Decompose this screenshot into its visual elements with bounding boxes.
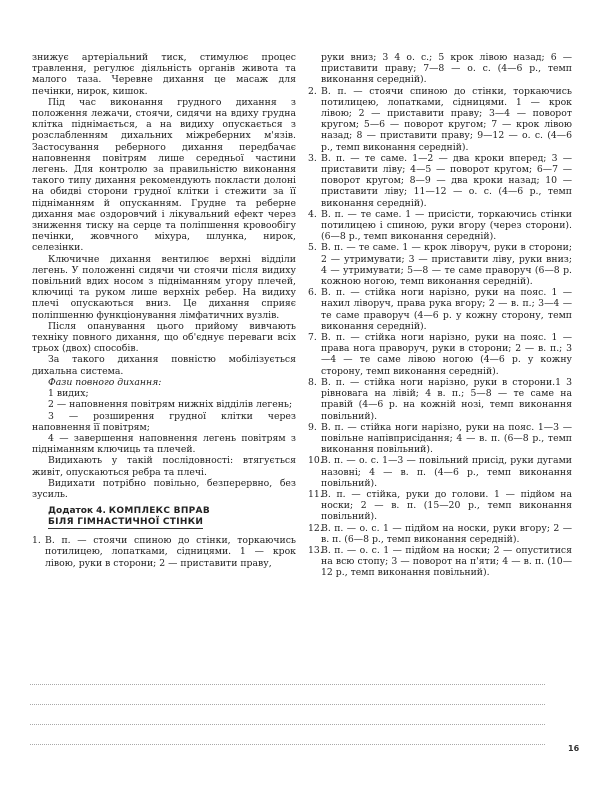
- exercise-item: [32, 535, 296, 569]
- paragraph: Після опанування цього прийому вивчають техніку повного дихання, що об'єднує переваги всіх трьох (двох) способів.: [32, 320, 296, 355]
- appendix-title: КОМПЛЕКС ВПРАВ: [108, 506, 210, 517]
- exercise-continuation: руки вниз; 3 4 о. с.; 5 крок лівою назад; 6 — приставити праву; 7—8 — о. с. (4—6 р., темп виконання середній).: [321, 52, 572, 86]
- exercise-item: [308, 422, 572, 456]
- phase-item: 1 видих;: [48, 388, 89, 400]
- exercise-text: В. п. — те саме. 1 — присісти, торкаючись стінки потилицею і спиною, руки вгору (через сторони). (6—8 р., темп виконання середній).: [321, 208, 572, 243]
- exercise-item: [308, 523, 572, 545]
- appendix-subtitle: БІЛЯ ГІМНАСТИЧНОЇ СТІНКИ: [48, 517, 204, 528]
- note-line[interactable]: [30, 665, 545, 685]
- exercise-item: [308, 153, 572, 209]
- phase-item: 3 — розширення грудної клітки через наповнення її повітрям;: [32, 410, 296, 433]
- paragraph: За такого дихання повністю мобілізується дихальна система.: [32, 354, 296, 377]
- exercise-number: 10.: [308, 455, 323, 467]
- exercise-number: 2.: [308, 85, 317, 97]
- phase-item: 4 — завершення наповнення легень повітрям з підніманням ключиць та плечей.: [32, 432, 296, 456]
- exercise-item: [308, 209, 572, 243]
- exercise-item: [308, 545, 572, 579]
- exercise-number: 7.: [308, 332, 317, 344]
- exercise-text: В. п. — те саме. 1—2 — два кроки вперед; 3 — приставити ліву; 4—5 — поворот кругом; 6—7 — поворот кругом; 8—9 — два кроки назад; 10 — приставити ліву; 11—12 — о. с. (4—6 р., темп виконання середній).: [321, 152, 572, 209]
- paragraph: Під час виконання грудного дихання з положення лежачи, стоячи, сидячи на вдиху грудна клітка піднімається, а на видиху опускається з розслабленням дихальних міжреберних м'язів. Застосування реберного дихання передбачає наповнення повітрям лише середньої частини легень. Для контролю за правильністю виконання такого типу дихання рекомендують покласти долоні на обидві сторони грудної клітки і стежити за її підніманням й опусканням. Грудне та реберне дихання має оздоровчий і лікувальний ефект через зниження тиску на серце та поліпшення кровообігу печінки, жовчного міхура, шлунка, нирок, селезінки.: [32, 96, 296, 254]
- exercise-number: 8.: [308, 376, 317, 388]
- exercise-item: [308, 377, 572, 422]
- exercise-text: В. п. — те саме. 1 — крок ліворуч, руки в сторони; 2 — утримувати; 3 — приставити ліву, руки вниз; 4 — утримувати; 5—8 — те саме праворуч (6—8 р. кожною ногою, темп виконання середній).: [321, 242, 572, 288]
- exercise-item: [308, 455, 572, 489]
- exercise-number: 4.: [308, 208, 317, 220]
- notes-area[interactable]: [30, 665, 545, 755]
- exercise-item: [308, 86, 572, 153]
- phase-item: 2 — наповнення повітрям нижніх відділів легень;: [48, 399, 293, 411]
- exercise-text: В. п. — стоячи спиною до стінки, торкаючись потилицею, лопатками, сідницями. 1 — крок лівою; 2 — приставити праву; 3—4 — поворот кругом; 5—6 — поворот кругом; 7 — крок лівою назад; 8 — приставити праву; 9—12 — о. с. (4—6 р., темп виконання середній).: [321, 85, 572, 153]
- paragraph: Видихати потрібно повільно, безперервно, без зусиль.: [32, 477, 296, 500]
- exercise-number: 13.: [308, 544, 323, 556]
- exercise-number: 5.: [308, 242, 317, 254]
- exercise-text: В. п. — стійка ноги нарізно, руки на пояс. 1 — права нога праворуч, руки в сторони; 2 — в. п.; 3—4 — те саме лівою ногою (4—6 р. у кожну сторону, темп виконання середній).: [321, 332, 572, 377]
- appendix-number: Додаток 4.: [48, 506, 106, 517]
- appendix-heading: [32, 506, 296, 529]
- exercise-number: 3.: [308, 152, 317, 164]
- page-number: 16: [568, 744, 580, 753]
- exercise-text: В. п. — о. с. 1 — підйом на носки, руки вгору; 2 — в. п. (6—8 р., темп виконання середній).: [321, 522, 572, 545]
- exercise-number: 9.: [308, 421, 317, 433]
- exercise-number: 11.: [308, 488, 323, 500]
- exercise-item: [308, 242, 572, 287]
- exercise-text: В. п. — стійка ноги нарізно, руки на пояс. 1—3 — повільне напівприсідання; 4 — в. п. (6—8 р., темп виконання повільний).: [321, 421, 572, 456]
- right-column: [308, 52, 572, 579]
- exercise-text: В. п. — стійка ноги нарізно, руки на пояс. 1 — нахил ліворуч, права рука вгору; 2 — в. п.; 3—4 — те саме праворуч (4—6 р. у кожну сторону, темп виконання середній).: [321, 287, 572, 332]
- phases-title: Фази повного дихання:: [48, 376, 162, 388]
- exercise-text: В. п. — о. с. 1—3 — повільний присід, руки дугами назовні; 4 — в. п. (4—6 р., темп виконання повільний).: [321, 455, 572, 489]
- exercise-item: [308, 332, 572, 377]
- note-line[interactable]: [30, 685, 545, 705]
- exercise-item: [308, 489, 572, 523]
- paragraph: знижує артеріальний тиск, стимулює процес травлення, регулює діяльність органів живота та малого таза. Черевне дихання це масаж для печінки, нирок, кишок.: [32, 52, 296, 97]
- exercise-number: 12.: [308, 522, 323, 534]
- exercise-text: В. п. — о. с. 1 — підйом на носки; 2 — опуститися на всю стопу; 3 — поворот на п'яти; 4 — в. п. (10—12 р., темп виконання повільний).: [321, 544, 572, 579]
- left-column: [32, 52, 296, 569]
- paragraph: Ключичне дихання вентилює верхні відділи легень. У положенні сидячи чи стоячи після видиху повільний вдих носом з підніманням угору плечей, ключиці та руком лише верхніх ребер. На видиху плечі опускаються вниз. Це дихання сприяє поліпшенню функціонування лімфатичних вузлів.: [32, 253, 296, 321]
- exercise-list: [308, 86, 572, 579]
- exercise-text: В. п. — стійка ноги нарізно, руки в сторони.1 3 рівновага на лівій; 4 в. п.; 5—8 — те саме на правій (4—6 р. на кожній нозі, темп виконання повільний).: [321, 376, 572, 422]
- exercise-text: В. п. — стоячи спиною до стінки, торкаючись потилицею, лопатками, сідницями. 1 — крок лівою, руки в сторони; 2 — приставити праву,: [45, 535, 296, 569]
- exercise-item: [308, 287, 572, 332]
- exercise-number: 6.: [308, 287, 317, 299]
- exercise-text: В. п. — стійка, руки до голови. 1 — підйом на носки; 2 — в. п. (15—20 р., темп виконання повільний).: [321, 488, 572, 523]
- exercise-list: [32, 535, 296, 569]
- note-line[interactable]: [30, 725, 545, 745]
- note-line[interactable]: [30, 705, 545, 725]
- paragraph: Видихають у такій послідовності: втягується живіт, опускаються ребра та плечі.: [32, 455, 296, 478]
- exercise-number: 1.: [32, 535, 41, 547]
